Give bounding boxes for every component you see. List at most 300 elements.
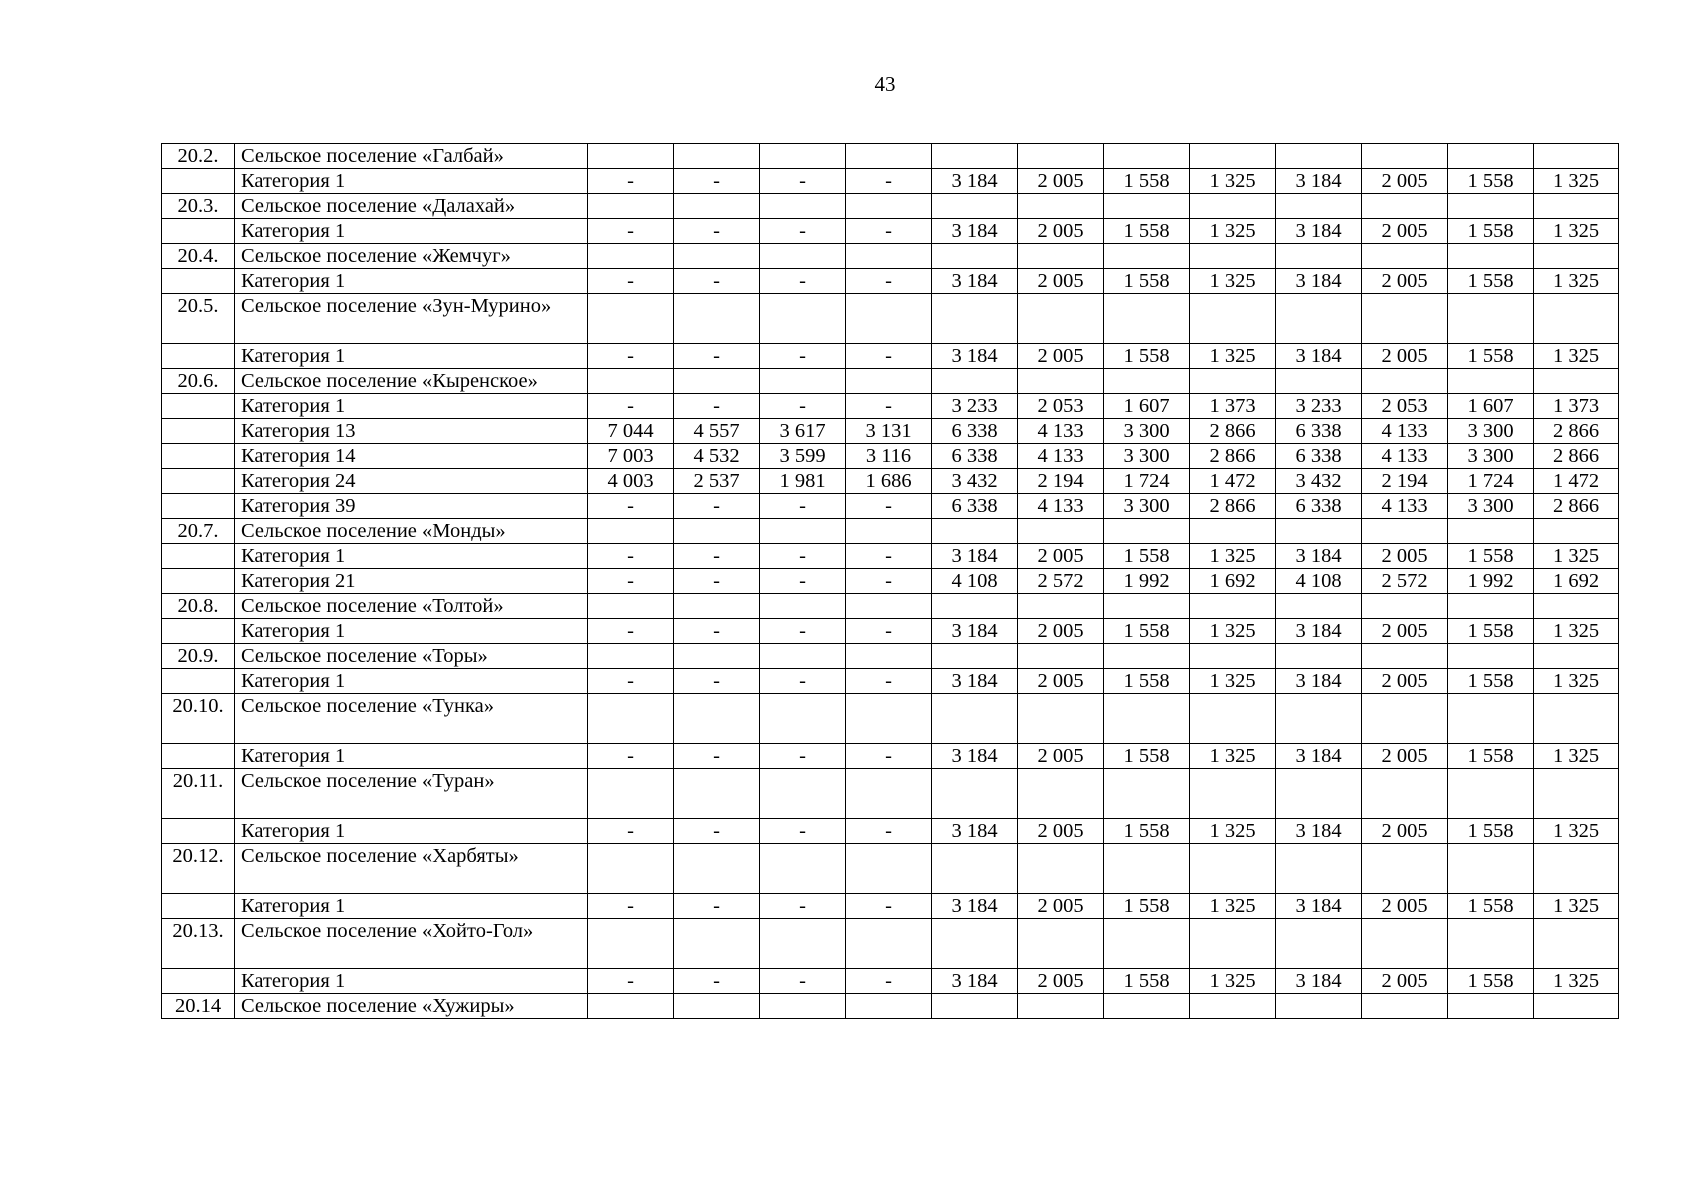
value-cell: [1276, 594, 1362, 619]
value-cell: [932, 244, 1018, 269]
value-cell: [1362, 644, 1448, 669]
value-cell: 1 325: [1190, 219, 1276, 244]
value-cell: 1 325: [1190, 544, 1276, 569]
value-cell: 4 133: [1362, 444, 1448, 469]
settlement-name: Сельское поселение «Торы»: [235, 644, 588, 669]
value-cell: [1018, 844, 1104, 894]
value-cell: [1534, 994, 1619, 1019]
settlement-name: Сельское поселение «Монды»: [235, 519, 588, 544]
value-cell: [1190, 369, 1276, 394]
value-cell: 3 300: [1104, 419, 1190, 444]
value-cell: 1 325: [1190, 619, 1276, 644]
value-cell: 4 133: [1018, 419, 1104, 444]
value-cell: -: [760, 969, 846, 994]
value-cell: -: [760, 569, 846, 594]
value-cell: 1 325: [1534, 669, 1619, 694]
value-cell: 2 005: [1362, 894, 1448, 919]
value-cell: 2 005: [1018, 544, 1104, 569]
value-cell: 1 325: [1534, 344, 1619, 369]
value-cell: 1 558: [1104, 219, 1190, 244]
value-cell: [1362, 194, 1448, 219]
value-cell: 3 184: [1276, 894, 1362, 919]
value-cell: [588, 844, 674, 894]
value-cell: 1 558: [1104, 269, 1190, 294]
settlement-row: [162, 694, 1619, 744]
category-row: [162, 219, 1619, 244]
value-cell: 1 558: [1448, 669, 1534, 694]
value-cell: [1362, 144, 1448, 169]
value-cell: [760, 919, 846, 969]
value-cell: [760, 594, 846, 619]
value-cell: [932, 694, 1018, 744]
value-cell: 1 558: [1448, 969, 1534, 994]
value-cell: -: [588, 169, 674, 194]
value-cell: -: [846, 669, 932, 694]
value-cell: -: [588, 544, 674, 569]
value-cell: [1018, 244, 1104, 269]
value-cell: [932, 144, 1018, 169]
settlement-row: [162, 244, 1619, 269]
value-cell: -: [674, 894, 760, 919]
value-cell: 1 325: [1190, 894, 1276, 919]
value-cell: [1362, 294, 1448, 344]
value-cell: 1 558: [1104, 344, 1190, 369]
value-cell: 4 133: [1362, 494, 1448, 519]
value-cell: [1190, 994, 1276, 1019]
row-number: 20.11.: [162, 769, 235, 819]
category-row: [162, 494, 1619, 519]
category-name: Категория 13: [235, 419, 588, 444]
row-number: [162, 494, 235, 519]
value-cell: -: [846, 744, 932, 769]
value-cell: 6 338: [1276, 444, 1362, 469]
value-cell: [846, 194, 932, 219]
value-cell: 2 194: [1362, 469, 1448, 494]
row-number: [162, 344, 235, 369]
value-cell: 3 131: [846, 419, 932, 444]
value-cell: [1448, 919, 1534, 969]
value-cell: [760, 244, 846, 269]
value-cell: -: [588, 394, 674, 419]
value-cell: 4 133: [1018, 494, 1104, 519]
value-cell: [1534, 919, 1619, 969]
value-cell: 4 133: [1362, 419, 1448, 444]
category-name: Категория 1: [235, 744, 588, 769]
value-cell: 4 557: [674, 419, 760, 444]
value-cell: -: [846, 344, 932, 369]
value-cell: [1190, 919, 1276, 969]
settlement-row: [162, 769, 1619, 819]
value-cell: 3 184: [932, 544, 1018, 569]
value-cell: [1190, 519, 1276, 544]
value-cell: [846, 844, 932, 894]
value-cell: 3 184: [1276, 819, 1362, 844]
value-cell: [1362, 244, 1448, 269]
value-cell: 3 184: [932, 819, 1018, 844]
value-cell: 1 558: [1448, 819, 1534, 844]
value-cell: 1 558: [1448, 894, 1534, 919]
value-cell: -: [674, 544, 760, 569]
value-cell: 2 005: [1362, 169, 1448, 194]
value-cell: [1190, 769, 1276, 819]
value-cell: -: [846, 894, 932, 919]
settlement-row: [162, 594, 1619, 619]
value-cell: [674, 519, 760, 544]
value-cell: [1104, 769, 1190, 819]
category-name: Категория 1: [235, 219, 588, 244]
value-cell: 6 338: [932, 494, 1018, 519]
value-cell: [846, 144, 932, 169]
settlement-row: [162, 194, 1619, 219]
value-cell: 1 325: [1534, 969, 1619, 994]
row-number: 20.2.: [162, 144, 235, 169]
value-cell: [1276, 644, 1362, 669]
value-cell: [932, 769, 1018, 819]
value-cell: [1534, 194, 1619, 219]
value-cell: 3 300: [1104, 494, 1190, 519]
value-cell: 1 992: [1448, 569, 1534, 594]
value-cell: 2 005: [1362, 669, 1448, 694]
category-row: [162, 894, 1619, 919]
row-number: 20.12.: [162, 844, 235, 894]
value-cell: [1104, 519, 1190, 544]
value-cell: 1 472: [1534, 469, 1619, 494]
value-cell: 1 373: [1190, 394, 1276, 419]
value-cell: [846, 769, 932, 819]
value-cell: -: [588, 569, 674, 594]
value-cell: -: [674, 169, 760, 194]
value-cell: 3 233: [1276, 394, 1362, 419]
value-cell: [674, 594, 760, 619]
value-cell: [1190, 294, 1276, 344]
value-cell: [1448, 369, 1534, 394]
value-cell: [760, 644, 846, 669]
value-cell: [1362, 519, 1448, 544]
value-cell: -: [588, 819, 674, 844]
value-cell: -: [846, 819, 932, 844]
value-cell: [760, 694, 846, 744]
value-cell: [760, 844, 846, 894]
value-cell: -: [588, 619, 674, 644]
value-cell: -: [674, 269, 760, 294]
value-cell: 3 300: [1448, 494, 1534, 519]
value-cell: 1 692: [1534, 569, 1619, 594]
settlement-name: Сельское поселение «Зун-Мурино»: [235, 294, 588, 344]
value-cell: [1018, 294, 1104, 344]
settlement-row: [162, 994, 1619, 1019]
value-cell: 2 005: [1018, 969, 1104, 994]
value-cell: -: [588, 494, 674, 519]
value-cell: 1 558: [1448, 619, 1534, 644]
category-row: [162, 169, 1619, 194]
value-cell: -: [588, 219, 674, 244]
value-cell: 3 300: [1448, 444, 1534, 469]
value-cell: -: [760, 894, 846, 919]
value-cell: 1 692: [1190, 569, 1276, 594]
settlement-row: [162, 919, 1619, 969]
value-cell: [1104, 144, 1190, 169]
value-cell: [1448, 244, 1534, 269]
value-cell: [846, 994, 932, 1019]
value-cell: [1276, 294, 1362, 344]
value-cell: [588, 594, 674, 619]
category-row: [162, 444, 1619, 469]
value-cell: [1534, 244, 1619, 269]
value-cell: [674, 294, 760, 344]
row-number: 20.8.: [162, 594, 235, 619]
value-cell: 1 558: [1104, 169, 1190, 194]
value-cell: 4 003: [588, 469, 674, 494]
value-cell: [674, 369, 760, 394]
value-cell: 2 005: [1018, 819, 1104, 844]
value-cell: -: [846, 544, 932, 569]
category-name: Категория 1: [235, 819, 588, 844]
value-cell: 2 005: [1018, 169, 1104, 194]
settlement-name: Сельское поселение «Жемчуг»: [235, 244, 588, 269]
settlement-name: Сельское поселение «Тунка»: [235, 694, 588, 744]
row-number: 20.6.: [162, 369, 235, 394]
value-cell: [1362, 769, 1448, 819]
value-cell: 2 005: [1362, 219, 1448, 244]
value-cell: -: [846, 969, 932, 994]
value-cell: [1448, 519, 1534, 544]
row-number: 20.7.: [162, 519, 235, 544]
category-name: Категория 1: [235, 344, 588, 369]
value-cell: [932, 369, 1018, 394]
category-row: [162, 744, 1619, 769]
value-cell: 2 866: [1190, 419, 1276, 444]
value-cell: -: [760, 494, 846, 519]
value-cell: -: [674, 819, 760, 844]
value-cell: [1276, 919, 1362, 969]
category-row: [162, 619, 1619, 644]
settlement-name: Сельское поселение «Туран»: [235, 769, 588, 819]
row-number: 20.14: [162, 994, 235, 1019]
value-cell: 1 472: [1190, 469, 1276, 494]
row-number: [162, 469, 235, 494]
value-cell: [1104, 594, 1190, 619]
value-cell: 1 686: [846, 469, 932, 494]
value-cell: 3 300: [1104, 444, 1190, 469]
row-number: [162, 394, 235, 419]
value-cell: 7 003: [588, 444, 674, 469]
value-cell: 1 558: [1448, 744, 1534, 769]
value-cell: 2 866: [1534, 444, 1619, 469]
value-cell: [1190, 644, 1276, 669]
value-cell: -: [588, 969, 674, 994]
value-cell: 3 184: [932, 169, 1018, 194]
value-cell: 3 184: [932, 969, 1018, 994]
category-name: Категория 24: [235, 469, 588, 494]
value-cell: [1448, 644, 1534, 669]
value-cell: [1104, 194, 1190, 219]
value-cell: 1 325: [1534, 619, 1619, 644]
value-cell: 3 184: [932, 619, 1018, 644]
value-cell: [1534, 844, 1619, 894]
value-cell: 1 558: [1104, 619, 1190, 644]
value-cell: -: [760, 744, 846, 769]
settlement-name: Сельское поселение «Галбай»: [235, 144, 588, 169]
value-cell: -: [846, 569, 932, 594]
page-number: 43: [874, 72, 896, 96]
value-cell: 2 005: [1362, 344, 1448, 369]
category-name: Категория 1: [235, 969, 588, 994]
value-cell: -: [846, 619, 932, 644]
value-cell: 3 184: [1276, 219, 1362, 244]
value-cell: [1276, 769, 1362, 819]
value-cell: [588, 994, 674, 1019]
value-cell: 3 116: [846, 444, 932, 469]
settlement-name: Сельское поселение «Толтой»: [235, 594, 588, 619]
value-cell: 1 558: [1448, 169, 1534, 194]
value-cell: [1534, 694, 1619, 744]
settlement-row: [162, 644, 1619, 669]
category-row: [162, 969, 1619, 994]
value-cell: [1018, 369, 1104, 394]
value-cell: 3 599: [760, 444, 846, 469]
value-cell: [1104, 694, 1190, 744]
value-cell: 3 184: [932, 894, 1018, 919]
value-cell: [846, 294, 932, 344]
value-cell: [1534, 294, 1619, 344]
value-cell: [674, 194, 760, 219]
row-number: 20.5.: [162, 294, 235, 344]
value-cell: 1 325: [1190, 744, 1276, 769]
value-cell: 2 005: [1362, 619, 1448, 644]
value-cell: 3 300: [1448, 419, 1534, 444]
value-cell: [588, 919, 674, 969]
value-cell: [1448, 694, 1534, 744]
row-number: [162, 819, 235, 844]
value-cell: 4 532: [674, 444, 760, 469]
value-cell: [932, 519, 1018, 544]
value-cell: 1 325: [1534, 744, 1619, 769]
value-cell: [932, 194, 1018, 219]
category-row: [162, 469, 1619, 494]
value-cell: [846, 919, 932, 969]
value-cell: 3 184: [932, 269, 1018, 294]
value-cell: -: [760, 344, 846, 369]
value-cell: -: [760, 394, 846, 419]
value-cell: 2 572: [1362, 569, 1448, 594]
value-cell: 1 558: [1448, 344, 1534, 369]
value-cell: 2 005: [1362, 969, 1448, 994]
value-cell: 2 005: [1362, 269, 1448, 294]
category-row: [162, 819, 1619, 844]
settlement-name: Сельское поселение «Далахай»: [235, 194, 588, 219]
value-cell: 3 184: [932, 344, 1018, 369]
category-name: Категория 21: [235, 569, 588, 594]
value-cell: 1 724: [1448, 469, 1534, 494]
row-number: 20.4.: [162, 244, 235, 269]
value-cell: [1018, 519, 1104, 544]
value-cell: 2 053: [1018, 394, 1104, 419]
category-name: Категория 1: [235, 169, 588, 194]
value-cell: 3 184: [1276, 619, 1362, 644]
value-cell: [674, 644, 760, 669]
value-cell: -: [674, 969, 760, 994]
value-cell: -: [760, 619, 846, 644]
value-cell: [1362, 994, 1448, 1019]
category-name: Категория 14: [235, 444, 588, 469]
value-cell: 1 325: [1534, 819, 1619, 844]
value-cell: 1 325: [1190, 169, 1276, 194]
value-cell: [1534, 369, 1619, 394]
row-number: [162, 219, 235, 244]
category-row: [162, 269, 1619, 294]
value-cell: 1 558: [1104, 744, 1190, 769]
value-cell: [1018, 694, 1104, 744]
category-name: Категория 1: [235, 619, 588, 644]
value-cell: -: [674, 744, 760, 769]
value-cell: 2 005: [1362, 744, 1448, 769]
value-cell: 1 558: [1104, 969, 1190, 994]
tariff-table: [161, 143, 1619, 1019]
value-cell: 2 537: [674, 469, 760, 494]
value-cell: [1190, 844, 1276, 894]
value-cell: 1 325: [1534, 269, 1619, 294]
value-cell: [846, 519, 932, 544]
value-cell: [1190, 194, 1276, 219]
value-cell: 2 005: [1018, 894, 1104, 919]
value-cell: -: [674, 219, 760, 244]
value-cell: [1018, 769, 1104, 819]
value-cell: [846, 694, 932, 744]
value-cell: 3 617: [760, 419, 846, 444]
value-cell: -: [674, 394, 760, 419]
value-cell: 3 233: [932, 394, 1018, 419]
value-cell: -: [588, 744, 674, 769]
settlement-name: Сельское поселение «Харбяты»: [235, 844, 588, 894]
value-cell: -: [846, 494, 932, 519]
value-cell: 2 866: [1534, 494, 1619, 519]
value-cell: [588, 244, 674, 269]
value-cell: 3 184: [932, 219, 1018, 244]
value-cell: 3 184: [932, 669, 1018, 694]
value-cell: [1448, 144, 1534, 169]
value-cell: [760, 194, 846, 219]
category-row: [162, 344, 1619, 369]
value-cell: [1276, 369, 1362, 394]
value-cell: [674, 244, 760, 269]
value-cell: -: [760, 544, 846, 569]
value-cell: [1362, 594, 1448, 619]
value-cell: -: [588, 269, 674, 294]
value-cell: 1 981: [760, 469, 846, 494]
value-cell: -: [846, 394, 932, 419]
value-cell: 3 184: [1276, 669, 1362, 694]
settlement-row: [162, 519, 1619, 544]
value-cell: [932, 294, 1018, 344]
value-cell: [760, 144, 846, 169]
row-number: [162, 169, 235, 194]
value-cell: -: [846, 269, 932, 294]
value-cell: 3 184: [1276, 969, 1362, 994]
row-number: [162, 269, 235, 294]
value-cell: [1534, 769, 1619, 819]
value-cell: [674, 144, 760, 169]
value-cell: 1 992: [1104, 569, 1190, 594]
category-row: [162, 419, 1619, 444]
value-cell: [760, 769, 846, 819]
value-cell: -: [674, 569, 760, 594]
value-cell: -: [588, 669, 674, 694]
value-cell: [760, 294, 846, 344]
value-cell: 3 184: [1276, 269, 1362, 294]
value-cell: [1104, 644, 1190, 669]
row-number: [162, 419, 235, 444]
row-number: [162, 444, 235, 469]
